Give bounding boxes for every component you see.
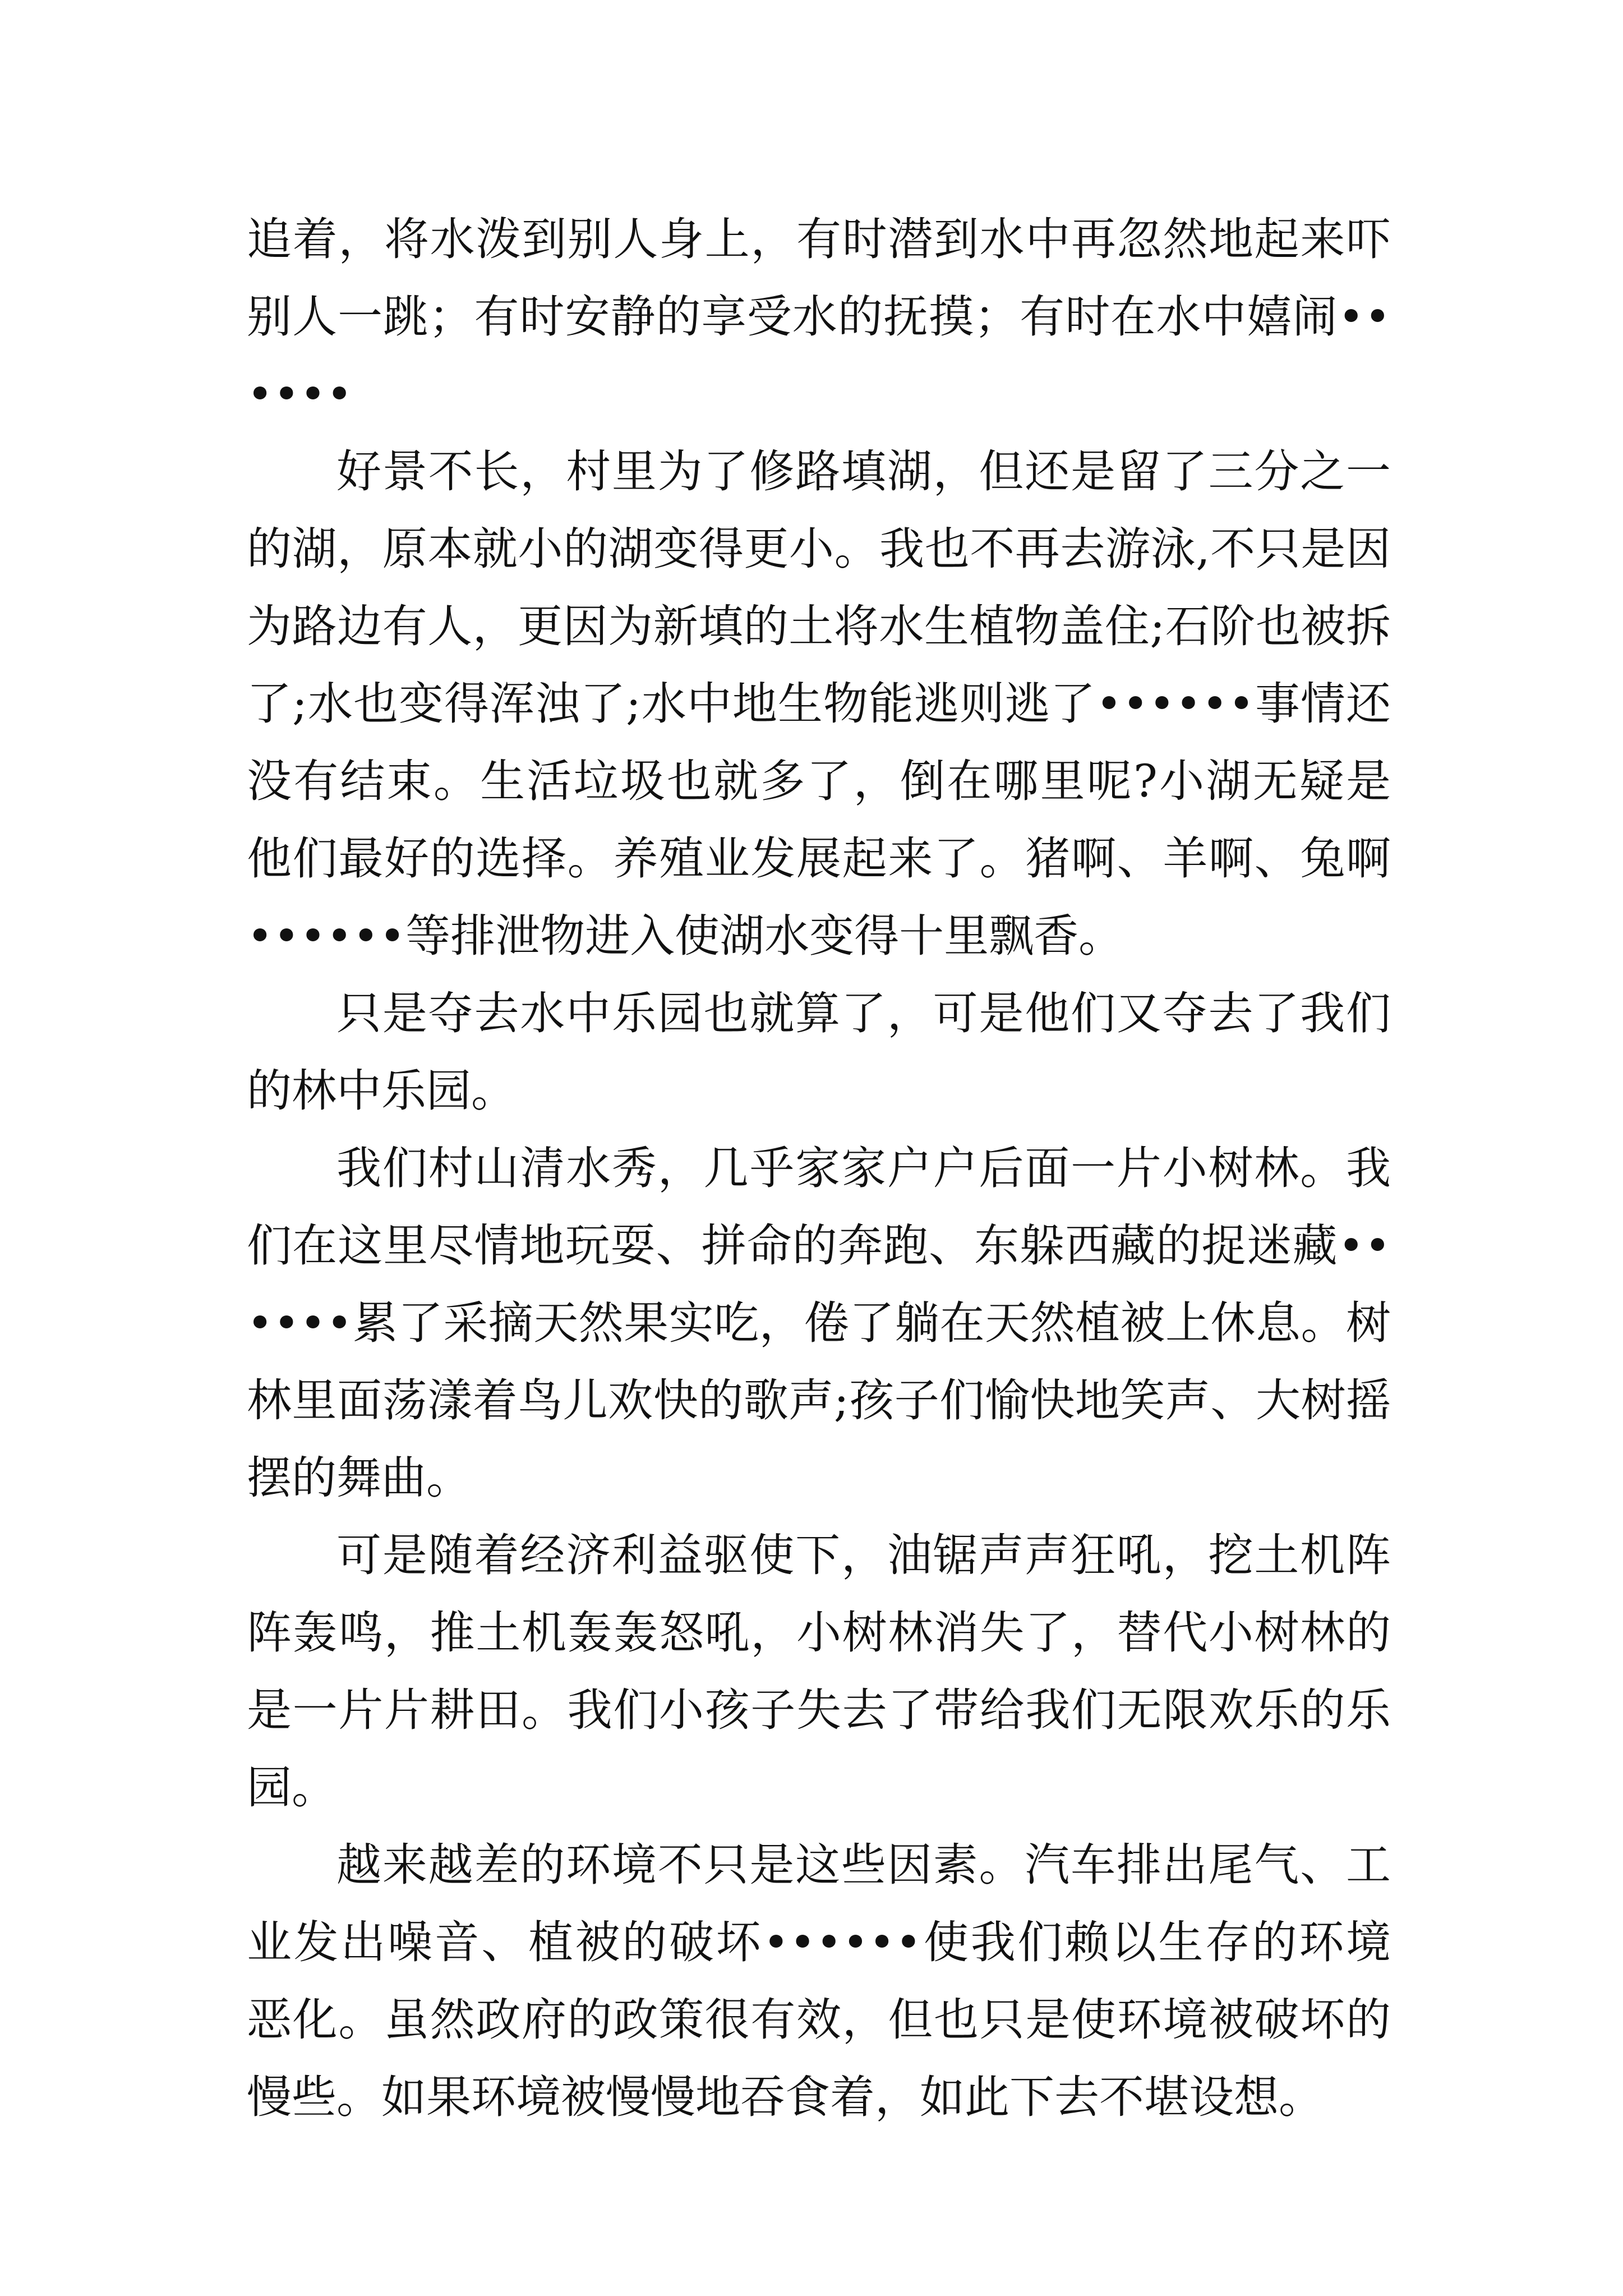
paragraph-6: 越来越差的环境不只是这些因素。汽车排出尾气、工业发出噪音、植被的破坏••••••使我们赖以生存的环境恶化。虽然政府的政策很有效，但也只是使环境被破坏的慢些。如果环境被慢慢地吞食着，如此下去不堪设想。 [247, 1839, 1391, 2123]
body-text [247, 201, 1391, 2136]
paragraph-2: 好景不长，村里为了修路填湖，但还是留了三分之一的湖，原本就小的湖变得更小。我也不再去游泳,不只是因为路边有人，更因为新填的土将水生植物盖住;石阶也被拆了;水也变得浑浊了;水中地生物能逃则逃了••••••事情还没有结束。生活垃圾也就多了，倒在哪里呢?小湖无疑是他们最好的选择。养殖业发展起来了。猪啊、羊啊、兔啊••••••等排泄物进入使湖水变得十里飘香。 [247, 445, 1391, 962]
paragraph-3: 只是夺去水中乐园也就算了，可是他们又夺去了我们的林中乐园。 [247, 987, 1391, 1117]
paragraph-5: 可是随着经济利益驱使下，油锯声声狂吼，挖土机阵阵轰鸣，推土机轰轰怒吼，小树林消失了，替代小树林的是一片片耕田。我们小孩子失去了带给我们无限欢乐的乐园。 [247, 1529, 1391, 1814]
paragraph-1: 追着，将水泼到别人身上，有时潜到水中再忽然地起来吓别人一跳；有时安静的享受水的抚摸；有时在水中嬉闹•••••• [247, 213, 1391, 420]
paragraph-4: 我们村山清水秀，几乎家家户户后面一片小树林。我们在这里尽情地玩耍、拼命的奔跑、东躲西藏的捉迷藏••••••累了采摘天然果实吃，倦了躺在天然植被上休息。树林里面荡漾着鸟儿欢快的歌声;孩子们愉快地笑声、大树摇摆的舞曲。 [247, 1142, 1391, 1504]
